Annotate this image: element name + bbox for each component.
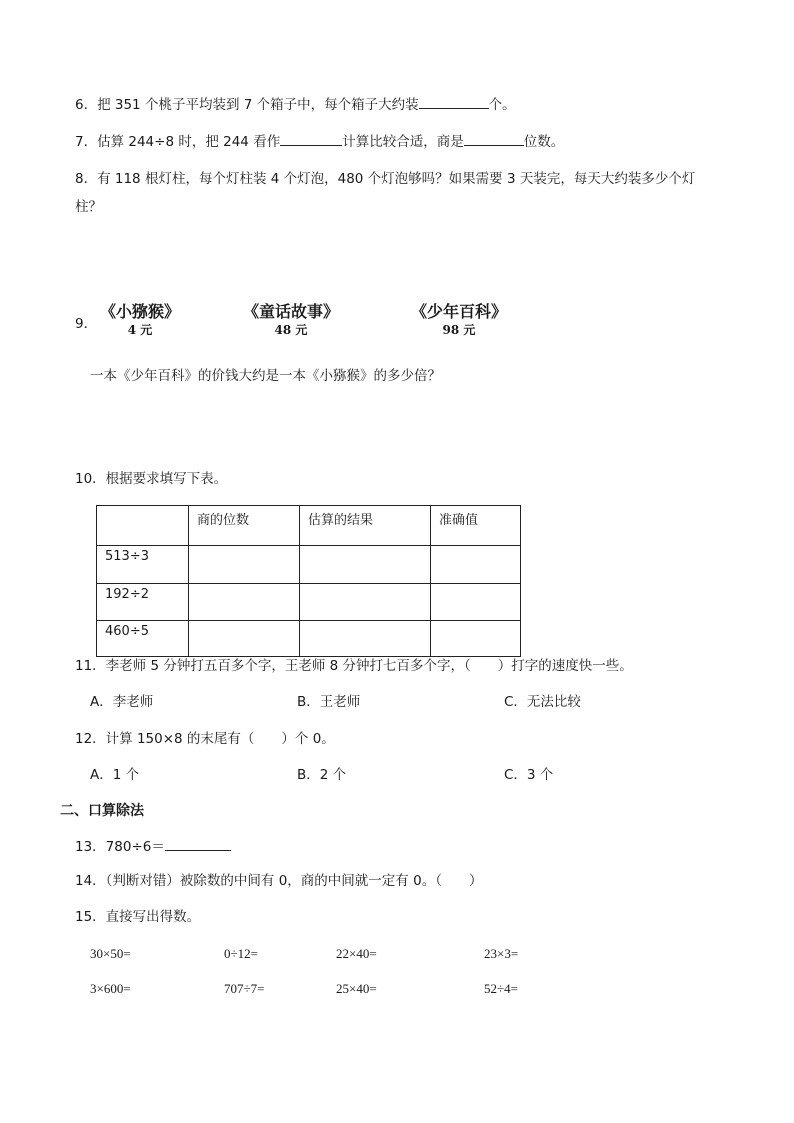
question-9-text: 一本《少年百科》的价钱大约是一本《小猕猴》的多少倍？	[90, 368, 441, 384]
table-header-cell: 商的位数	[189, 506, 300, 546]
option-b[interactable]: B．2 个	[297, 767, 347, 783]
book-shaonian-baike	[406, 302, 512, 338]
mental-calc-item: 0÷12=	[224, 946, 258, 961]
question-8-line-2: 柱？	[75, 199, 102, 215]
table-cell-input[interactable]	[431, 584, 521, 621]
table-cell-input[interactable]	[189, 621, 300, 657]
question-6-tail: 个。	[488, 97, 516, 113]
table-row	[97, 621, 521, 657]
estimation-table	[96, 505, 521, 657]
book-xiaomihou	[96, 302, 184, 338]
table-header-cell	[97, 506, 189, 546]
table-cell-input[interactable]	[300, 621, 431, 657]
mental-calc-item: 3×600=	[90, 981, 131, 996]
question-7-mid: 计算比较合适，商是	[342, 134, 464, 150]
question-6-text: 6．把 351 个桃子平均装到 7 个箱子中，每个箱子大约装	[75, 97, 419, 113]
question-11-text: 11．李老师 5 分钟打五百多个字，王老师 8 分钟打七百多个字，（ ）打字的速度快一些。	[75, 658, 633, 674]
table-cell-input[interactable]	[300, 546, 431, 584]
question-12-text: 12．计算 150×8 的末尾有（ ）个 0。	[75, 731, 335, 747]
question-7-text: 7．估算 244÷8 时，把 244 看作	[75, 134, 281, 150]
question-7-tail: 位数。	[523, 134, 565, 150]
book-title: 《少年百科》	[410, 302, 507, 321]
answer-blank[interactable]	[280, 131, 342, 146]
option-c[interactable]: C．无法比较	[504, 694, 581, 710]
option-b[interactable]: B．王老师	[297, 694, 361, 710]
mental-calc-item: 25×40=	[336, 981, 377, 996]
answer-blank[interactable]	[165, 836, 231, 851]
table-row	[97, 546, 521, 584]
table-cell-input[interactable]	[189, 584, 300, 621]
answer-blank[interactable]	[419, 94, 489, 109]
book-price: 4 元	[127, 323, 153, 337]
book-price: 98 元	[442, 323, 476, 337]
option-a[interactable]: A．李老师	[90, 694, 154, 710]
question-9-number: 9．	[75, 316, 98, 332]
answer-blank[interactable]	[464, 131, 524, 146]
table-cell-expression: 513÷3	[97, 546, 189, 584]
mental-calc-item: 30×50=	[90, 946, 131, 961]
table-header-cell: 估算的结果	[300, 506, 431, 546]
option-c[interactable]: C．3 个	[504, 767, 554, 783]
mental-calc-item: 707÷7=	[224, 981, 265, 996]
table-cell-input[interactable]	[431, 621, 521, 657]
mental-calc-item: 52÷4=	[484, 981, 518, 996]
option-a[interactable]: A．1 个	[90, 767, 140, 783]
book-price: 48 元	[274, 323, 308, 337]
question-6	[75, 94, 516, 115]
table-header-row	[97, 506, 521, 546]
table-cell-expression: 192÷2	[97, 584, 189, 621]
table-cell-input[interactable]	[300, 584, 431, 621]
question-13-text: 13．780÷6＝	[75, 839, 165, 855]
mental-calc-item: 23×3=	[484, 946, 519, 961]
book-title: 《小猕猴》	[99, 302, 180, 321]
question-13	[75, 836, 231, 857]
table-row	[97, 584, 521, 621]
book-title: 《童话故事》	[242, 302, 339, 321]
table-cell-expression: 460÷5	[97, 621, 189, 657]
mental-calc-item: 22×40=	[336, 946, 377, 961]
question-10-text: 10．根据要求填写下表。	[75, 471, 228, 487]
table-header-cell: 准确值	[431, 506, 521, 546]
question-14-text: 14．（判断对错）被除数的中间有 0，商的中间就一定有 0。（ ）	[75, 873, 483, 889]
book-tonghua-gushi	[238, 302, 344, 338]
table-cell-input[interactable]	[431, 546, 521, 584]
table-cell-input[interactable]	[189, 546, 300, 584]
section-title: 二、口算除法	[60, 803, 144, 819]
question-7	[75, 131, 564, 152]
question-8-line-1: 8．有 118 根灯柱，每个灯柱装 4 个灯泡，480 个灯泡够吗？如果需要 3 天装完，每天大约装多少个灯	[75, 171, 696, 187]
question-15-text: 15．直接写出得数。	[75, 909, 201, 925]
